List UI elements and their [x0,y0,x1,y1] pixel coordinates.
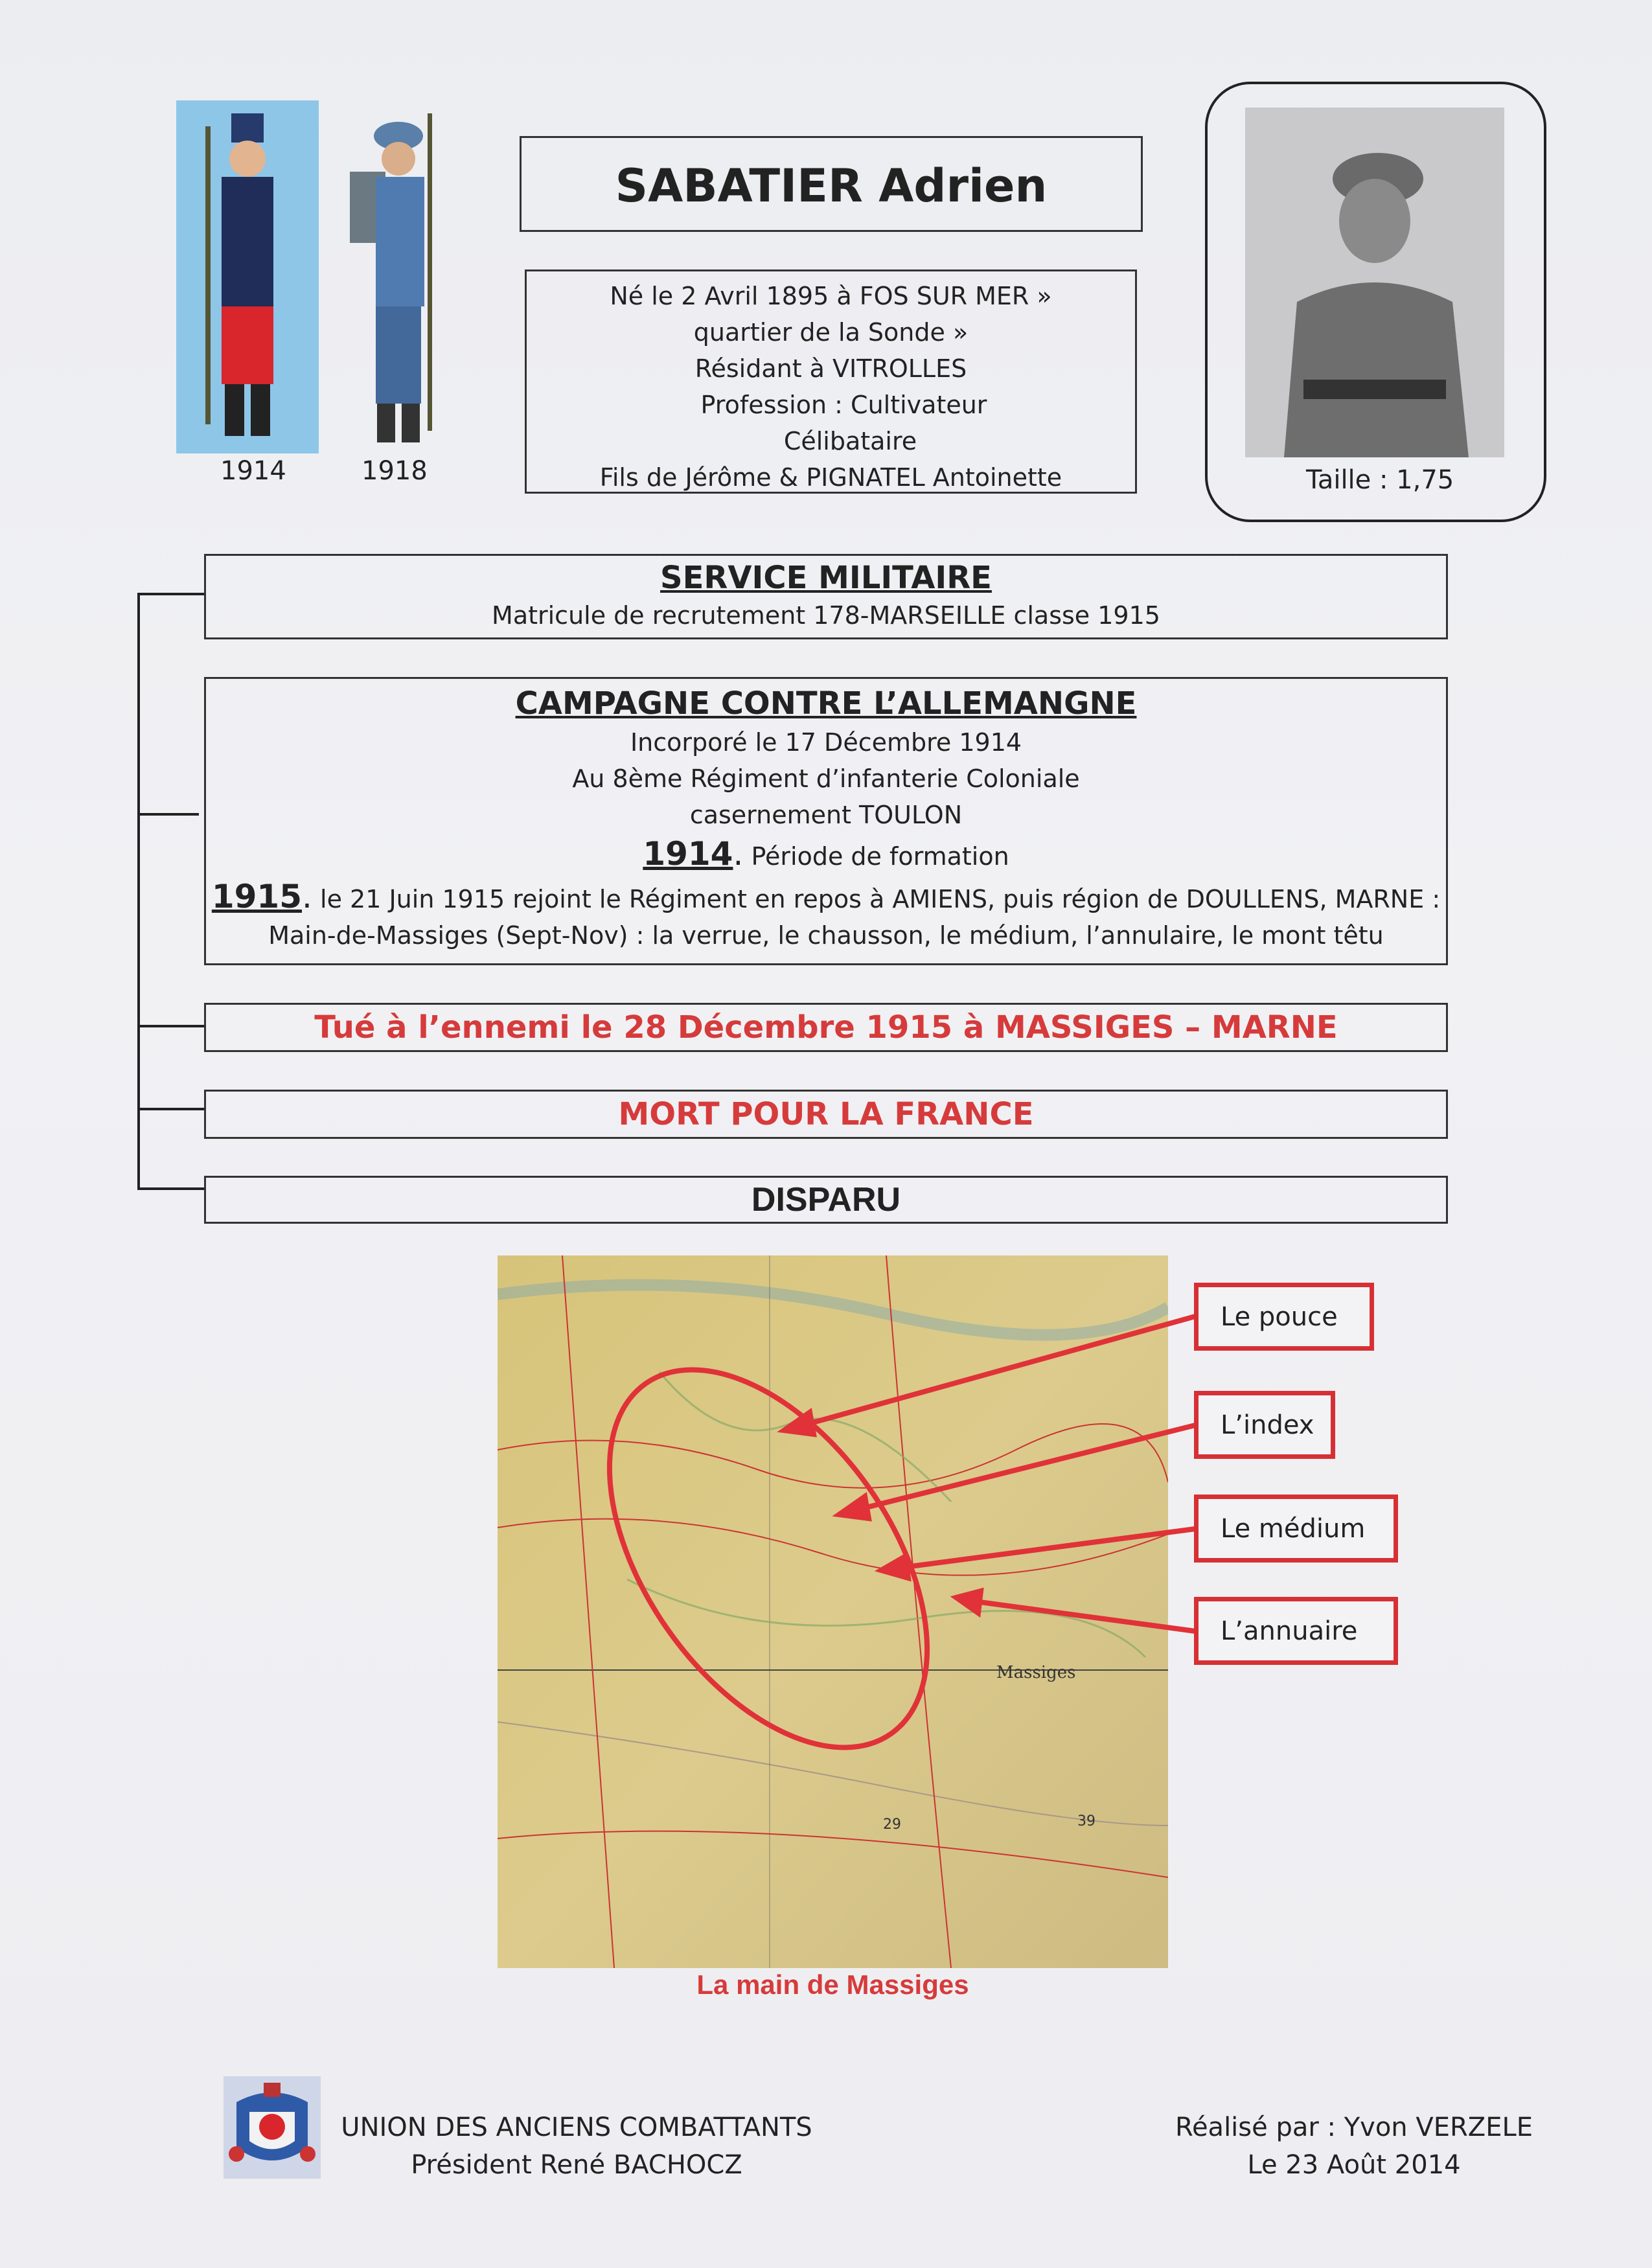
year-1915: 1915 [211,878,303,915]
birth-place-line: quartier de la Sonde » [693,318,969,347]
author-date: Le 23 Août 2014 [1247,2150,1461,2180]
height-caption: Taille : 1,75 [1306,465,1454,495]
map-label-index-text: L’index [1221,1410,1314,1440]
year-1915-line: 1915. le 21 Juin 1915 rejoint le Régiment en repos à AMIENS, puis région de DOULLENS, MARNE : [211,878,1441,915]
year-1915-text: le 21 Juin 1915 rejoint le Régiment en repos à AMIENS, puis région de DOULLENS, MARNE : [320,885,1441,913]
residence-line: Résidant à VITROLLES [694,354,967,383]
arrow-medium [901,1529,1195,1568]
uniform-year-1918: 1918 [361,456,428,486]
map-label-pouce [1194,1283,1374,1351]
death-text: Tué à l’ennemi le 28 Décembre 1915 à MASSIGES – MARNE [314,1009,1338,1046]
year-1914: 1914 [643,835,733,873]
arrow-pouce [803,1316,1195,1425]
year-1914-line: 1914. Période de formation [643,835,1009,873]
service-detail: Matricule de recrutement 178-MARSEILLE classe 1915 [492,601,1160,630]
association-president: Président René BACHOCZ [411,2150,742,2180]
birth-line: Né le 2 Avril 1895 à FOS SUR MER » [610,282,1052,310]
author-info [1153,2109,1555,2184]
mention-text: MORT POUR LA FRANCE [618,1096,1034,1132]
service-title: SERVICE MILITAIRE [660,560,992,596]
arrow-annuaire [975,1601,1195,1631]
map-grid-number-39: 39 [1077,1813,1096,1829]
map-label-index [1194,1391,1335,1459]
arrowhead-medium [881,1556,908,1578]
status-text: DISPARU [751,1181,901,1219]
map-caption: La main de Massiges [696,1969,969,2000]
map-label-medium [1194,1495,1398,1563]
arrow-index [858,1425,1195,1509]
arrowhead-index [839,1496,869,1518]
map-label-annuaire-text: L’annuaire [1221,1616,1358,1646]
association-info [337,2109,816,2184]
profession-line: Profession : Cultivateur [700,391,987,419]
association-logo [224,2076,321,2179]
parents-line: Fils de Jérôme & PIGNATEL Antoinette [599,463,1062,492]
marital-status-line: Célibataire [783,427,917,455]
uniform-year-1914: 1914 [220,456,286,486]
campaign-title: CAMPAGNE CONTRE L’ALLEMANGNE [515,685,1137,722]
map-label-annuaire [1194,1597,1398,1665]
year-1914-text: Période de formation [751,842,1009,871]
incorporation-line: Incorporé le 17 Décembre 1914 [630,728,1022,757]
barracks-line: casernement TOULON [689,801,963,829]
arrowhead-pouce [784,1412,814,1434]
map-grid-number-29: 29 [883,1816,901,1833]
year-1915-continuation: Main-de-Massiges (Sept-Nov) : la verrue, le chausson, le médium, l’annulaire, le mont têtu [268,921,1384,950]
arrowhead-annuaire [956,1591,981,1613]
author-name: Réalisé par : Yvon VERZELE [1175,2113,1533,2142]
map-label-medium-text: Le médium [1221,1513,1366,1544]
regiment-line: Au 8ème Régiment d’infanterie Coloniale [572,764,1080,793]
association-name: UNION DES ANCIENS COMBATTANTS [341,2113,812,2142]
map-label-pouce-text: Le pouce [1221,1301,1338,1332]
person-name: SABATIER Adrien [615,159,1048,212]
map-town-label: Massiges [996,1663,1076,1682]
